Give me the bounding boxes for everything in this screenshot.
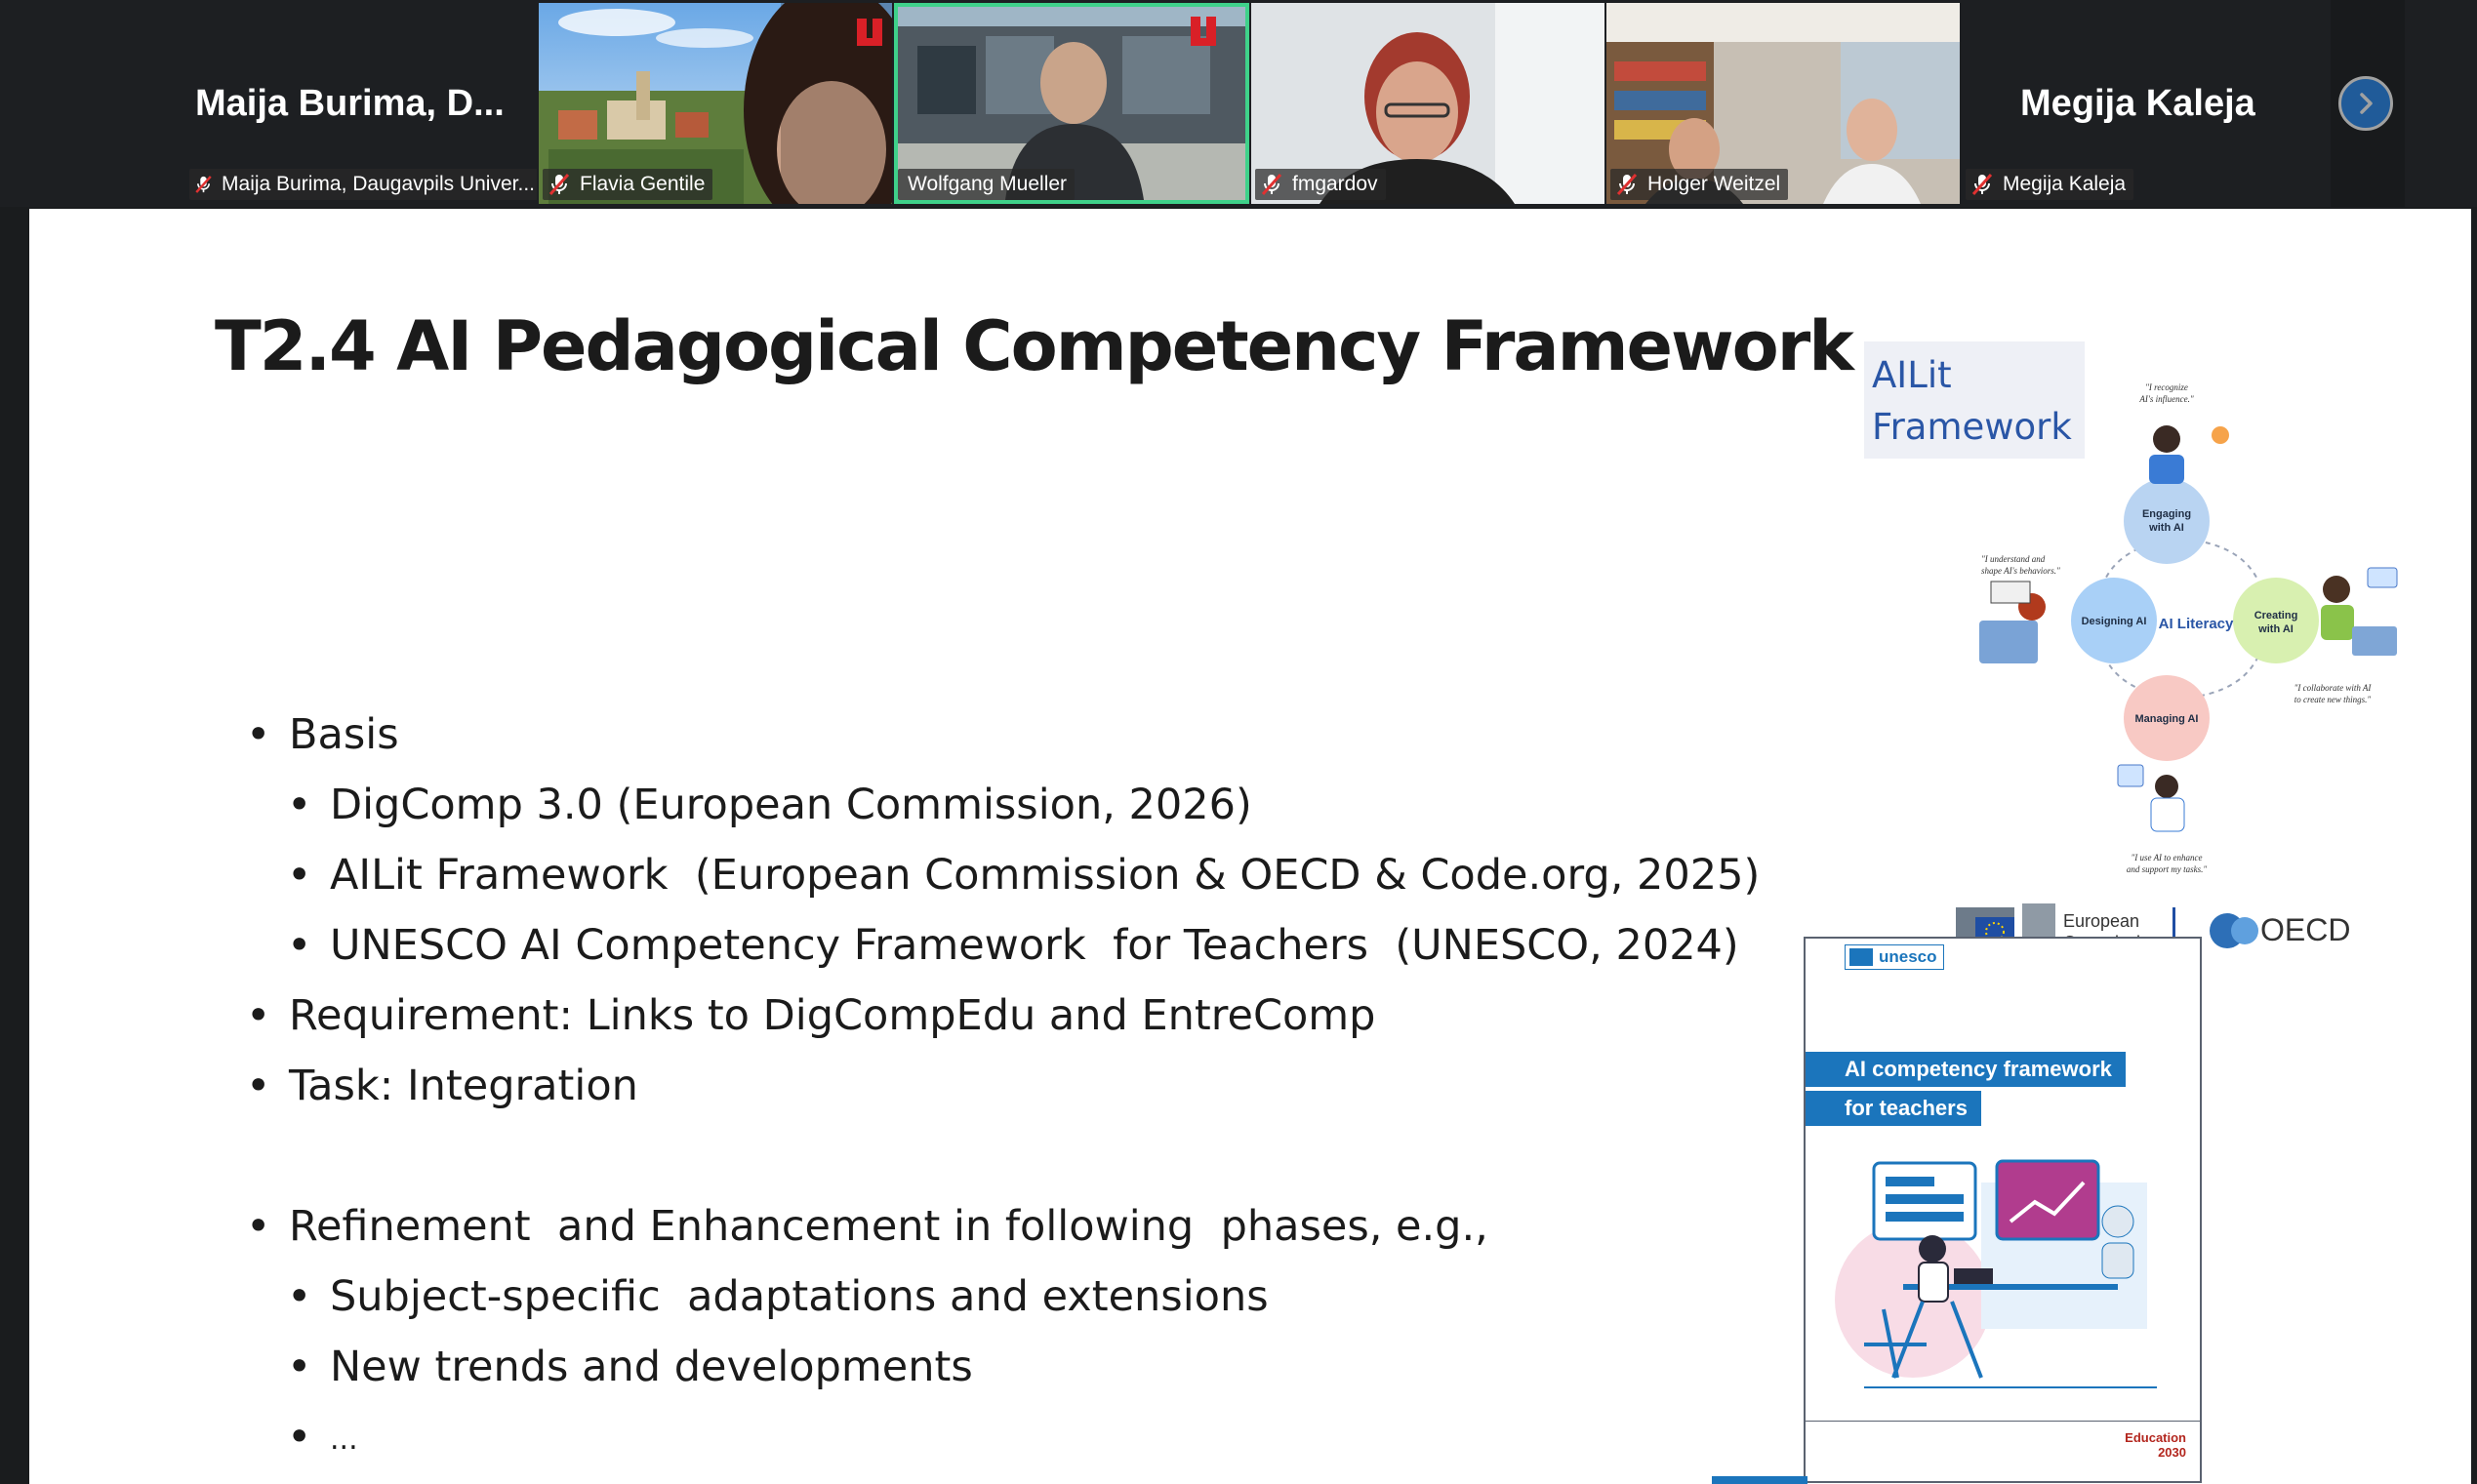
participant-tile[interactable] [1606,3,1960,204]
cover-title-line1: AI competency framework [1806,1052,2126,1087]
svg-text:and support my tasks.": and support my tasks." [2126,864,2208,874]
participant-label [1610,169,1788,200]
svg-text:OECD: OECD [2260,912,2351,947]
ailit-center: AI Literacy [2158,616,2234,632]
cover-footer-rule [1806,1421,2200,1422]
ailit-quote: "I use AI to enhance [2131,853,2203,862]
participant-strip [0,0,2477,207]
strip-edge [2331,0,2405,207]
participant-label-text: Megija Kaleja [2003,173,2127,195]
svg-text:shape AI's behaviors.": shape AI's behaviors." [1981,566,2060,576]
mic-muted-icon [1614,172,1640,197]
svg-text:AI's influence.": AI's influence." [2139,394,2194,404]
slide-title: T2.4 AI Pedagogical Competency Framework [215,306,1852,386]
participant-label-text: Holger Weitzel [1647,173,1781,195]
participant-label [189,169,537,200]
ailit-heading-line1: AILit [1872,354,1952,396]
svg-text:European: European [2063,911,2140,931]
ailit-node-designing: Designing AI [2081,616,2147,627]
ailit-node-engaging: Engaging [2141,508,2192,520]
cover-footer: Education 2030 [2125,1430,2186,1460]
svg-text:with AI: with AI [2149,522,2184,534]
shared-slide: T2.4 AI Pedagogical Competency Framework • Basis • DigComp 3.0 (European Commission, 2026) • AILit Framework (European Commission & OECD & Code.org, 2025) • UNESCO AI Competency Framework for Teachers (UNESCO, 2024) • Requirement: Links to DigCompEdu and EntreComp • Task: Integration • Refinement and Enhancement in following phases, e.g., • Subject-specific adaptations and extensions • New trends and developments • ... AILit Framework Engaging with AI Designing AI Creating with AI Managing AI AI Literacy "I recognize AI's influence." "I understand and shape AI's behaviors." "I collaborate with AI to create new things." "I use AI to enhance and support my tasks." European OECD unesco AI competency framework for teachers Education 2030 [29,209,2471,1484]
participant-label-text: Wolfgang Mueller [908,173,1068,195]
mic-muted-icon [193,172,214,197]
participant-tile[interactable] [539,3,892,204]
unesco-report-cover [1804,937,2202,1483]
participant-tile[interactable] [185,3,537,204]
participant-tile[interactable] [1962,3,2325,204]
participant-label [898,169,1075,200]
ailit-quote: "I collaborate with AI [2294,683,2372,693]
cover-title-line2: for teachers [1806,1091,1981,1126]
ailit-heading-line2: Framework [1872,406,2072,448]
participant-label-text: Flavia Gentile [580,173,706,195]
ailit-quote: "I recognize [2145,382,2188,392]
svg-text:to create new things.": to create new things." [2294,695,2372,704]
participant-label [1255,169,1386,200]
mic-muted-icon [1259,172,1284,197]
oecd-logo [2210,912,2350,948]
mic-muted-icon [547,172,572,197]
cover-illustration [1825,1153,2186,1407]
participant-label [543,169,712,200]
participant-label-text: Maija Burima, Daugavpils Univer... [222,173,535,195]
ailit-node-managing: Managing AI [2134,713,2199,725]
participant-name: Megija Kaleja [2020,83,2255,124]
mic-muted-icon [1969,172,1995,197]
ailit-diagram [1923,365,2430,989]
slide-progress-bar [1712,1476,1807,1484]
participant-tile-active-speaker[interactable] [894,3,1249,204]
svg-text:with AI: with AI [2258,623,2294,635]
ailit-quote: "I understand and [1981,554,2046,564]
unesco-brand: unesco [1845,944,1944,970]
participant-label [1966,169,2133,200]
ailit-node-creating: Creating [2254,610,2298,622]
participant-label-text: fmgardov [1292,173,1378,195]
participant-name: Maija Burima, D... [195,83,505,124]
unesco-logo-icon [1849,948,1873,966]
participant-tile[interactable] [1251,3,1604,204]
